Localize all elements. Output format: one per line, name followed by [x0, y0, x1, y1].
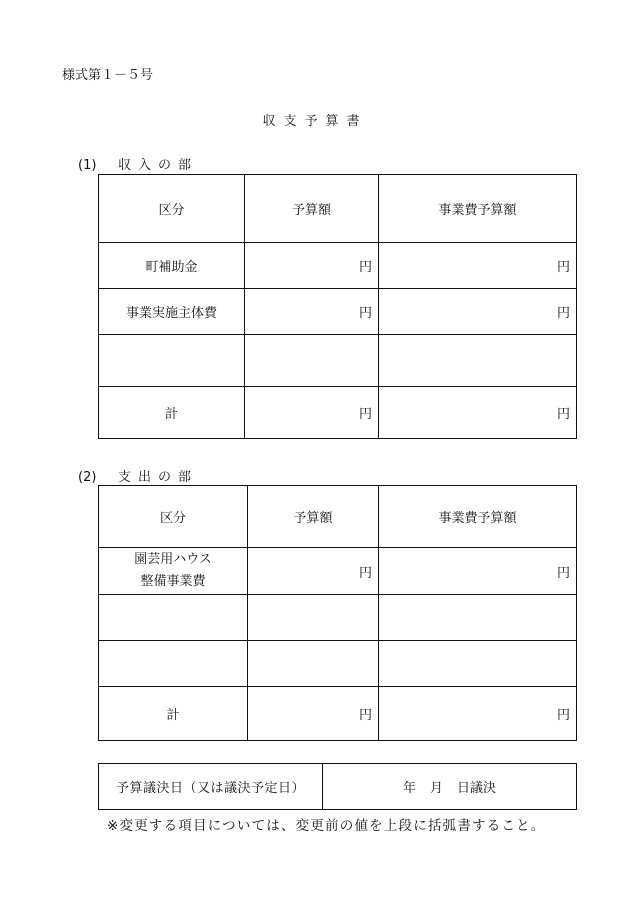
row-budget-cell[interactable] — [248, 595, 379, 641]
row-budget-cell[interactable]: 円 — [245, 289, 379, 335]
row-project-cell[interactable]: 円 — [379, 243, 577, 289]
row-category-line2: 整備事業費 — [140, 574, 206, 589]
row-category: 事業実施主体費 — [99, 289, 245, 335]
decision-row — [99, 764, 577, 810]
income-section-number: (1) — [78, 158, 97, 173]
row-budget-cell[interactable]: 円 — [245, 243, 379, 289]
table-row — [99, 243, 577, 289]
row-budget-cell[interactable] — [248, 641, 379, 687]
header-project-budget: 事業費予算額 — [379, 175, 577, 243]
row-category: 町補助金 — [99, 243, 245, 289]
header-budget: 予算額 — [245, 175, 379, 243]
row-project-cell[interactable]: 円 — [379, 548, 577, 595]
document-title: 収支予算書 — [262, 114, 368, 129]
total-project-cell[interactable]: 円 — [379, 687, 577, 741]
total-budget-cell[interactable]: 円 — [245, 387, 379, 439]
row-category[interactable] — [99, 335, 245, 387]
expense-section-title: 支出の部 — [118, 470, 199, 485]
table-row — [99, 289, 577, 335]
row-category-line1: 園芸用ハウス — [134, 552, 212, 567]
row-budget-cell[interactable]: 円 — [248, 548, 379, 595]
header-category: 区分 — [99, 175, 245, 243]
total-budget-cell[interactable]: 円 — [248, 687, 379, 741]
total-row — [99, 387, 577, 439]
row-project-cell[interactable] — [379, 335, 577, 387]
decision-month: 月 — [429, 781, 443, 796]
expense-header-row — [99, 486, 577, 548]
row-category[interactable] — [99, 641, 248, 687]
income-table — [98, 174, 577, 439]
total-row — [99, 687, 577, 741]
row-budget-cell[interactable] — [245, 335, 379, 387]
table-row — [99, 641, 577, 687]
row-project-cell[interactable]: 円 — [379, 289, 577, 335]
header-category: 区分 — [99, 486, 248, 548]
header-budget: 予算額 — [248, 486, 379, 548]
income-section-heading — [78, 154, 198, 173]
income-header-row — [99, 175, 577, 243]
total-label: 計 — [99, 687, 248, 741]
row-project-cell[interactable] — [379, 641, 577, 687]
decision-year: 年 — [402, 781, 416, 796]
table-row — [99, 335, 577, 387]
decision-day-suffix: 日議決 — [457, 781, 497, 796]
decision-label: 予算議決日（又は議決予定日） — [99, 764, 323, 810]
decision-date-field[interactable] — [323, 764, 577, 810]
table-row — [99, 548, 577, 595]
expense-section-heading — [78, 466, 198, 485]
income-section-title: 収入の部 — [118, 158, 199, 173]
row-category[interactable] — [99, 595, 248, 641]
expense-table — [98, 485, 577, 741]
row-project-cell[interactable] — [379, 595, 577, 641]
decision-table — [98, 763, 577, 810]
expense-section-number: (2) — [78, 470, 97, 485]
row-category — [99, 548, 248, 595]
header-project-budget: 事業費予算額 — [379, 486, 577, 548]
total-label: 計 — [99, 387, 245, 439]
footnote: ※変更する項目については、変更前の値を上段に括弧書すること。 — [107, 818, 546, 834]
form-number: 様式第１－５号 — [62, 68, 154, 83]
total-project-cell[interactable]: 円 — [379, 387, 577, 439]
table-row — [99, 595, 577, 641]
